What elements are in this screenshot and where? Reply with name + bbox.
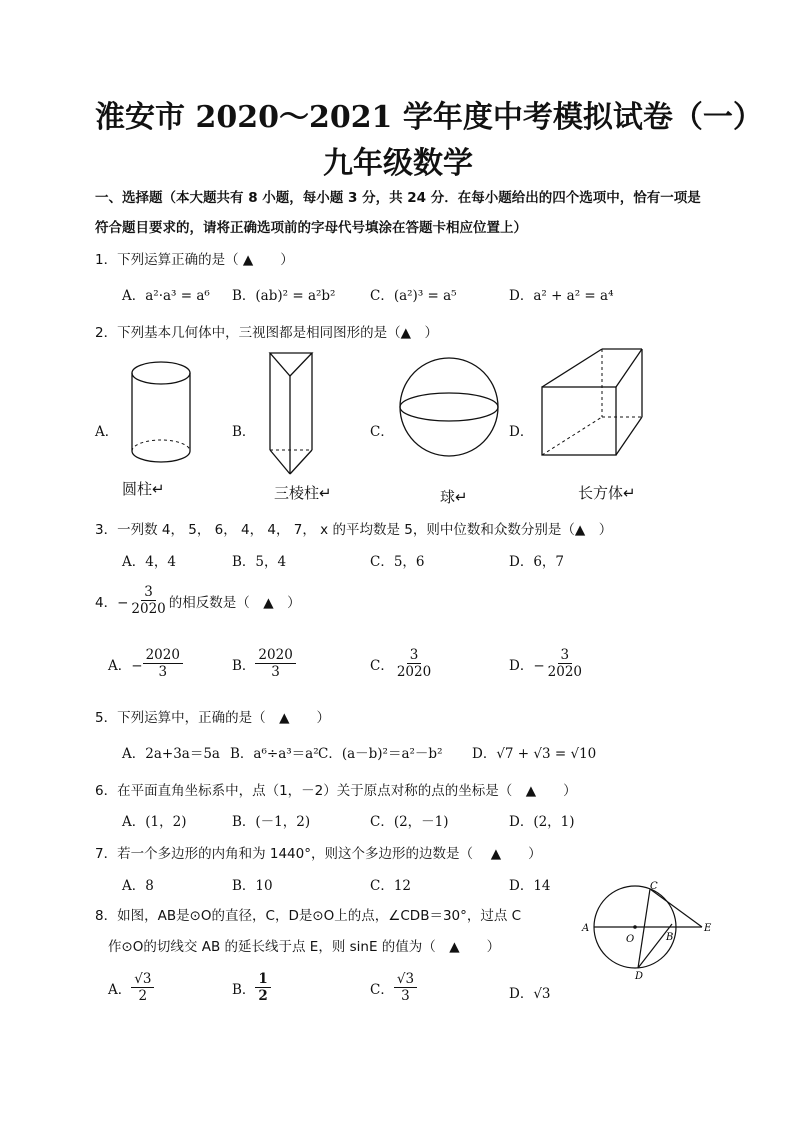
q6-option-c: C．(2，－1) bbox=[370, 814, 449, 830]
q8-stem-line2: 作⊙O的切线交 AB 的延长线于点 E，则 sinE 的值为（ ▲ ） bbox=[108, 939, 501, 955]
q4-option-c-label: C． bbox=[370, 657, 394, 674]
q8-option-b-label: B． bbox=[232, 981, 256, 998]
q8-point-o: O bbox=[626, 934, 635, 945]
q5-option-b: B．a⁶÷a³＝a² bbox=[230, 746, 319, 762]
q3-option-c: C．5，6 bbox=[370, 554, 425, 570]
q4-option-c bbox=[370, 648, 434, 679]
q4-stem bbox=[95, 585, 301, 616]
q6-option-d: D．(2，1) bbox=[509, 814, 575, 830]
q8-option-c-num: √3 bbox=[394, 972, 417, 988]
q4-option-c-den: 2020 bbox=[396, 664, 432, 681]
sphere-label: 球↵ bbox=[440, 488, 468, 506]
q4-option-d-den: 2020 bbox=[547, 664, 582, 681]
q8-point-e: E bbox=[704, 923, 712, 934]
q4-option-a-den: 3 bbox=[158, 664, 168, 681]
q1-option-d: D．a² + a² = a⁴ bbox=[509, 288, 614, 304]
q2-option-a: A． bbox=[95, 424, 119, 440]
q6-option-a: A．(1，2) bbox=[122, 814, 187, 830]
q4-option-a-label: A．− bbox=[108, 657, 143, 674]
q4-prefix: 4．− bbox=[95, 594, 129, 611]
q1-option-b: B．(ab)² = a²b² bbox=[232, 288, 336, 304]
q8-point-c: C bbox=[650, 881, 658, 892]
q3-option-b: B．5，4 bbox=[232, 554, 287, 570]
q4-option-b-den: 3 bbox=[271, 664, 280, 681]
q2-option-d: D． bbox=[509, 424, 534, 440]
exam-title: 淮安市 2020～2021 学年度中考模拟试卷（一） bbox=[95, 100, 763, 135]
q5-option-c: C．(a－b)²＝a²－b² bbox=[318, 746, 443, 762]
cuboid-label: 长方体↵ bbox=[578, 484, 636, 502]
q8-option-b bbox=[232, 972, 271, 1003]
q8-option-d: D．√3 bbox=[509, 986, 551, 1002]
q1-stem: 1．下列运算正确的是（ ▲ ） bbox=[95, 252, 294, 268]
q8-point-d: D bbox=[635, 971, 644, 982]
q4-option-a-num: 2020 bbox=[143, 648, 183, 664]
q8-option-c-den: 3 bbox=[401, 988, 410, 1005]
q8-option-c bbox=[370, 972, 417, 1003]
q4-numerator: 3 bbox=[141, 585, 156, 601]
q1-option-a: A．a²·a³ = a⁶ bbox=[122, 288, 210, 304]
cylinder-figure bbox=[125, 355, 200, 475]
q8-circle-figure bbox=[580, 881, 715, 982]
q4-option-d-label: D．− bbox=[509, 657, 545, 674]
triangular-prism-label: 三棱柱↵ bbox=[274, 484, 332, 502]
q1-option-c: C．(a²)³ = a⁵ bbox=[370, 288, 457, 304]
q6-stem: 6．在平面直角坐标系中，点（1，－2）关于原点对称的点的坐标是（ ▲ ） bbox=[95, 783, 577, 799]
q8-option-b-den: 2 bbox=[258, 988, 268, 1005]
q8-option-a-label: A． bbox=[108, 981, 132, 998]
q6-option-b: B．(－1，2) bbox=[232, 814, 311, 830]
q7-option-b: B．10 bbox=[232, 878, 273, 894]
q8-option-c-label: C． bbox=[370, 981, 394, 998]
q3-option-a: A．4，4 bbox=[122, 554, 176, 570]
q4-option-b bbox=[232, 648, 296, 679]
q4-option-d bbox=[509, 648, 585, 679]
q7-option-c: C．12 bbox=[370, 878, 412, 894]
q4-suffix: 的相反数是（ ▲ ） bbox=[168, 594, 301, 611]
q8-stem-line1: 8．如图，AB是⊙O的直径，C，D是⊙O上的点，∠CDB＝30°，过点 C bbox=[95, 908, 522, 924]
q4-option-d-num: 3 bbox=[558, 648, 573, 664]
cuboid-figure bbox=[538, 347, 658, 467]
q2-option-b: B． bbox=[232, 424, 256, 440]
section-instructions-line2: 符合题目要求的，请将正确选项前的字母代号填涂在答题卡相应位置上） bbox=[95, 220, 527, 236]
q7-option-d: D．14 bbox=[509, 878, 551, 894]
q4-option-b-num: 2020 bbox=[255, 648, 295, 664]
exam-subtitle: 九年级数学 bbox=[323, 146, 473, 181]
q5-stem: 5．下列运算中，正确的是（ ▲ ） bbox=[95, 710, 330, 726]
q8-option-a bbox=[108, 972, 154, 1003]
q3-stem: 3．一列数 4， 5， 6， 4， 4， 7， x 的平均数是 5，则中位数和众数分别是（▲ ） bbox=[95, 522, 613, 538]
q7-option-a: A．8 bbox=[122, 878, 154, 894]
q5-option-d: D．√7 + √3 = √10 bbox=[472, 746, 597, 762]
q4-denominator: 2020 bbox=[131, 601, 166, 618]
q8-option-a-den: 2 bbox=[138, 988, 148, 1005]
q5-option-a: A．2a+3a＝5a bbox=[122, 746, 220, 762]
q2-stem: 2．下列基本几何体中，三视图都是相同图形的是（▲ ） bbox=[95, 325, 438, 341]
cylinder-label: 圆柱↵ bbox=[122, 480, 165, 498]
q3-option-d: D．6，7 bbox=[509, 554, 565, 570]
q4-fraction bbox=[128, 585, 168, 616]
q8-option-a-num: √3 bbox=[131, 972, 154, 988]
q4-option-a bbox=[108, 648, 183, 679]
q7-stem: 7．若一个多边形的内角和为 1440°，则这个多边形的边数是（ ▲ ） bbox=[95, 846, 542, 862]
q8-point-b: B bbox=[666, 932, 674, 943]
section-instructions-line1: 一、选择题（本大题共有 8 小题，每小题 3 分，共 24 分．在每小题给出的四个选项中，恰有一项是 bbox=[95, 190, 701, 206]
sphere-figure bbox=[398, 355, 502, 459]
q4-option-c-num: 3 bbox=[407, 648, 422, 664]
q2-option-c: C． bbox=[370, 424, 394, 440]
q8-point-a: A bbox=[582, 923, 590, 934]
q4-option-b-label: B． bbox=[232, 657, 256, 674]
q8-option-b-num: 1 bbox=[255, 972, 270, 988]
triangular-prism-figure bbox=[262, 350, 342, 485]
